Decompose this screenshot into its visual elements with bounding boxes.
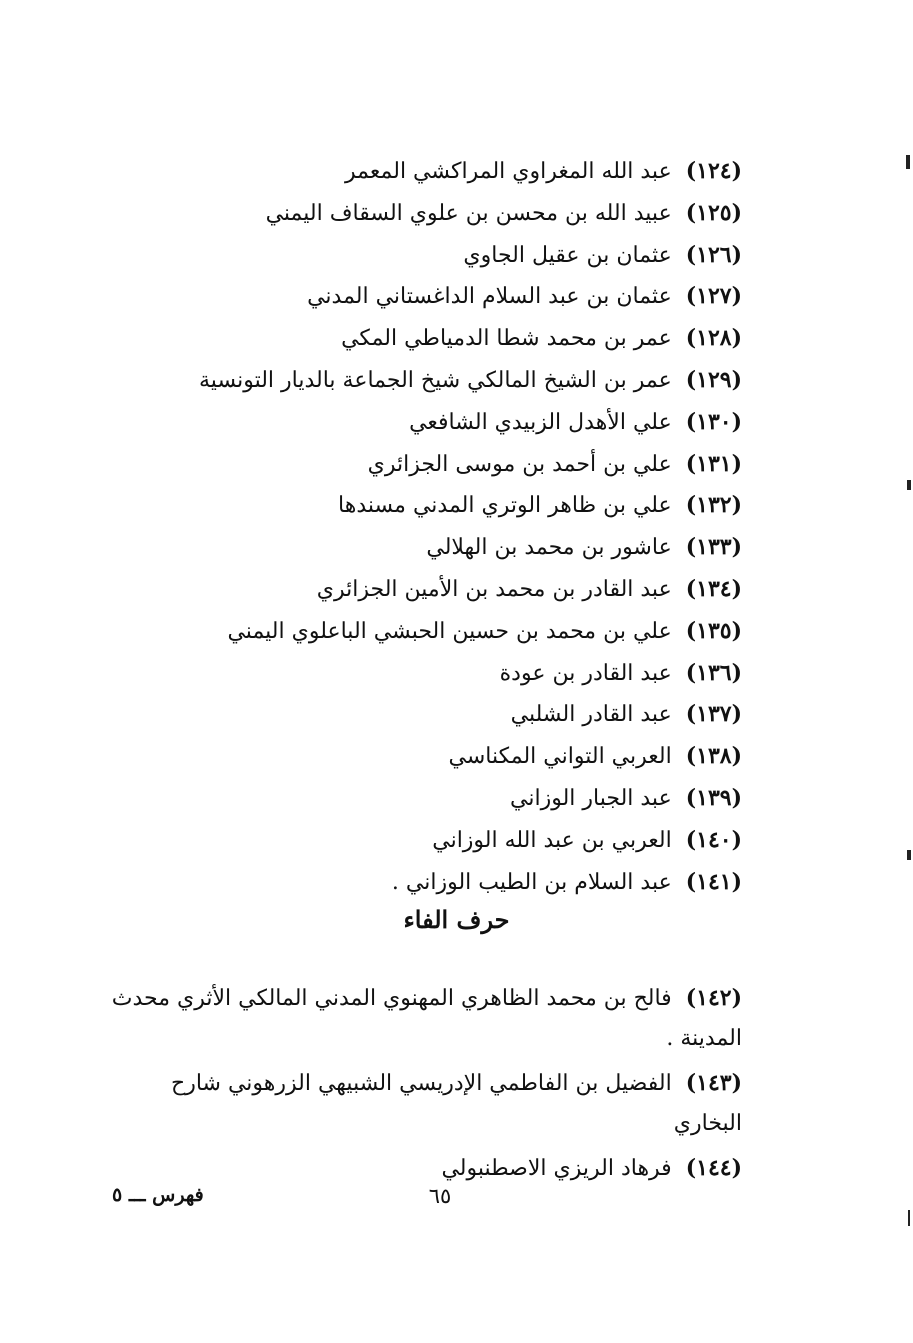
list-item [120, 778, 742, 820]
scan-mark [907, 480, 911, 490]
list-item [110, 978, 742, 1059]
entry-text: عبد الله المغراوي المراكشي المعمر [345, 159, 672, 184]
entry-text: علي بن محمد بن حسين الحبشي الباعلوي اليمني [227, 618, 672, 644]
list-item [120, 444, 742, 486]
list-item [120, 862, 742, 904]
entry-text: عثمان بن عبد السلام الداغستاني المدني [307, 284, 672, 310]
list-item [120, 193, 742, 235]
entry-text: عبد السلام بن الطيب الوزاني . [391, 869, 672, 895]
list-item [120, 318, 742, 360]
entry-text: العربي التواني المكناسي [448, 744, 672, 770]
entry-text: علي بن ظاهر الوتري المدني مسندها [338, 493, 672, 519]
list-item [120, 402, 742, 444]
scan-mark [906, 155, 910, 169]
entry-number: (١٤١) [685, 868, 742, 895]
entry-number: (١٢٩) [685, 366, 742, 393]
entry-number: (١٤٣) [685, 1070, 742, 1096]
entry-number: (١٣٨) [685, 743, 742, 770]
entry-text: عبد القادر بن عودة [499, 660, 672, 686]
entry-text: عمر بن الشيخ المالكي شيخ الجماعة بالديار التونسية [199, 367, 672, 393]
list-item [120, 653, 742, 695]
section-heading: حرف الفاء [403, 905, 510, 934]
scan-mark [907, 850, 911, 860]
list-item [120, 485, 742, 527]
list-item [120, 276, 742, 318]
entry-number: (١٣٠) [685, 408, 742, 435]
list-item [120, 736, 742, 778]
entry-number: (١٢٤) [685, 158, 742, 184]
list-item [110, 1063, 742, 1144]
entry-number: (١٢٨) [685, 325, 742, 352]
entry-number: (١٣٢) [685, 492, 742, 519]
entry-text: الفضيل بن الفاطمي الإدريسي الشبيهي الزرهوني شارح البخاري [171, 1071, 742, 1136]
entry-number: (١٣٦) [685, 659, 742, 686]
entry-number: (١٢٥) [685, 199, 742, 226]
list-item [120, 820, 742, 862]
entry-text: عبيد الله بن محسن بن علوي السقاف اليمني [265, 200, 672, 226]
list-item [120, 569, 742, 611]
entry-text: علي بن أحمد بن موسى الجزائري [367, 451, 672, 477]
entry-number: (١٤٠) [685, 826, 742, 853]
entry-text: علي الأهدل الزبيدي الشافعي [409, 409, 672, 435]
entry-text: عبد القادر الشلبي [510, 702, 672, 728]
entry-text: فالح بن محمد الظاهري المهنوي المدني المالكي الأثري محدث المدينة . [111, 986, 742, 1051]
page-number: ٦٥ [428, 1184, 452, 1208]
entry-number: (١٢٦) [685, 241, 742, 268]
scan-mark [908, 1210, 910, 1226]
entry-text: عاشور بن محمد بن الهلالي [426, 535, 672, 561]
entry-number: (١٤٤) [685, 1155, 742, 1181]
entry-number: (١٣٥) [685, 617, 742, 644]
entries-list-fa [110, 978, 742, 1193]
list-item [120, 527, 742, 569]
list-item [120, 611, 742, 653]
entry-text: عبد الجبار الوزاني [510, 785, 672, 811]
signature-mark: فهرس ـــ ٥ [112, 1184, 204, 1206]
list-item [120, 235, 742, 277]
entries-list-ayn [120, 151, 742, 903]
entry-text: عمر بن محمد شطا الدمياطي المكي [341, 326, 672, 352]
entry-text: عبد القادر بن محمد بن الأمين الجزائري [316, 576, 672, 602]
list-item [120, 151, 742, 193]
entry-text: العربي بن عبد الله الوزاني [432, 827, 672, 853]
entry-number: (١٣٧) [685, 701, 742, 728]
entry-text: عثمان بن عقيل الجاوي [463, 242, 672, 268]
entry-number: (١٢٧) [685, 283, 742, 310]
entry-text: فرهاد الريزي الاصطنبولي [441, 1156, 672, 1181]
list-item [120, 360, 742, 402]
entry-number: (١٣٤) [685, 575, 742, 602]
list-item [110, 1148, 742, 1189]
entry-number: (١٣١) [685, 450, 742, 477]
entry-number: (١٤٢) [685, 985, 742, 1011]
entry-number: (١٣٩) [685, 784, 742, 811]
entry-number: (١٣٣) [685, 534, 742, 561]
list-item [120, 694, 742, 736]
